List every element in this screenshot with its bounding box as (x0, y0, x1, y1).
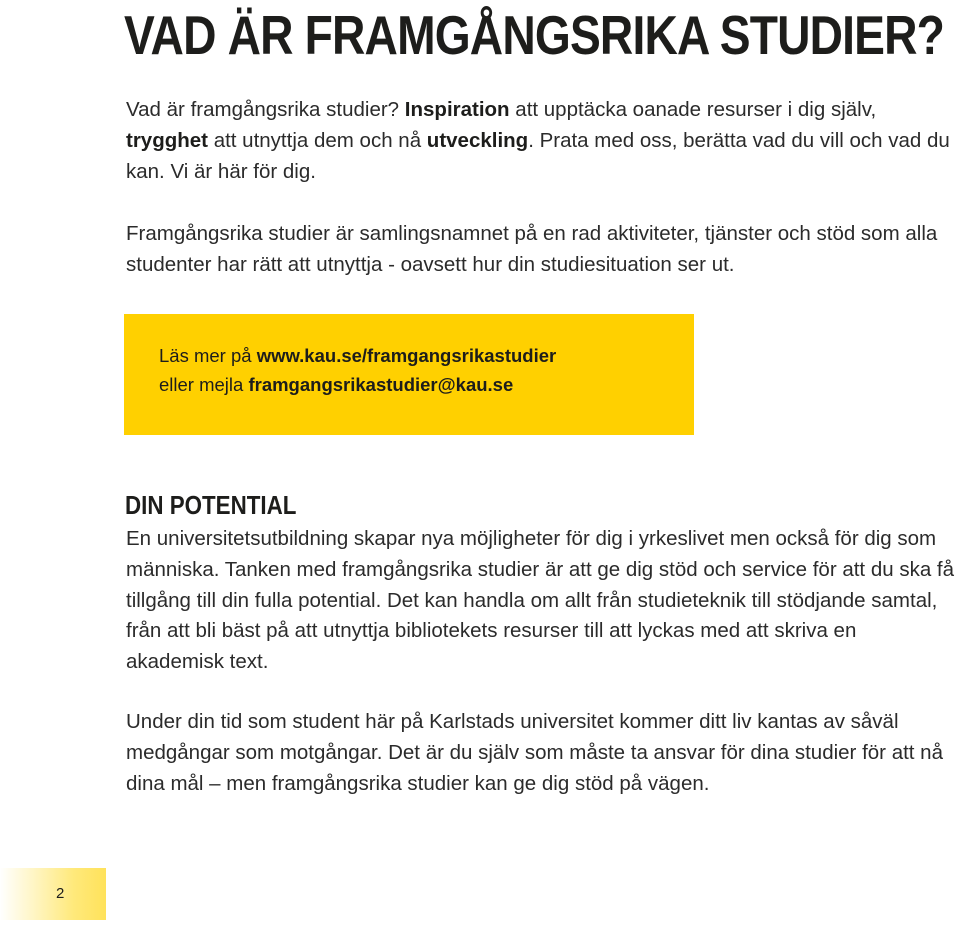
page-number-tab (0, 868, 106, 920)
read-more-label: Läs mer på (159, 345, 257, 366)
page-title: VAD ÄR FRAMGÅNGSRIKA STUDIER? (124, 4, 945, 66)
section-body-2: Under din tid som student här på Karlstads universitet kommer ditt liv kantas av såväl medgångar som motgångar. Det är du själv som måste ta ansvar för dina studier för att nå dina mål – men framgångsrika studier kan ge dig stöd på vägen. (126, 710, 943, 795)
email-label: eller mejla (159, 374, 249, 395)
section-title: DIN POTENTIAL (125, 490, 297, 520)
read-more-line (159, 342, 556, 370)
intro-text-1: Vad är framgångsrika studier? (126, 98, 405, 121)
page-number: 2 (56, 885, 65, 902)
email-line (159, 371, 513, 399)
intro-bold-inspiration: Inspiration (404, 98, 510, 121)
email-link[interactable]: framgangsrikastudier@kau.se (248, 374, 514, 395)
intro-text-2: att upptäcka oanade resurser i dig själv, (509, 98, 877, 121)
intro-bold-trygghet: trygghet (126, 129, 208, 152)
info-box (124, 314, 694, 435)
intro-paragraph (126, 94, 956, 187)
intro-text-4: . Prata med oss, berätta vad du vill och vad du kan. Vi är här för dig. (126, 129, 950, 183)
section-body-1: En universitetsutbildning skapar nya möjligheter för dig i yrkeslivet men också för dig som människa. Tanken med framgångsrika studier är att ge dig stöd och service för att du ska få tillgång till din fulla potential. Det kan handla om allt från studieteknik till stödjande samtal, från att bli bäst på att utnyttja bibliotekets resurser till att lyckas med att skriva en akademisk text. (126, 527, 955, 674)
intro-description: Framgångsrika studier är samlingsnamnet på en rad aktiviteter, tjänster och stöd som alla studenter har rätt att utnyttja - oavsett hur din studiesituation ser ut. (126, 222, 938, 276)
website-link[interactable]: www.kau.se/framgangsrikastudier (256, 345, 557, 366)
intro-bold-utveckling: utveckling (426, 129, 529, 152)
intro-text-3: att utnyttja dem och nå (208, 129, 427, 152)
